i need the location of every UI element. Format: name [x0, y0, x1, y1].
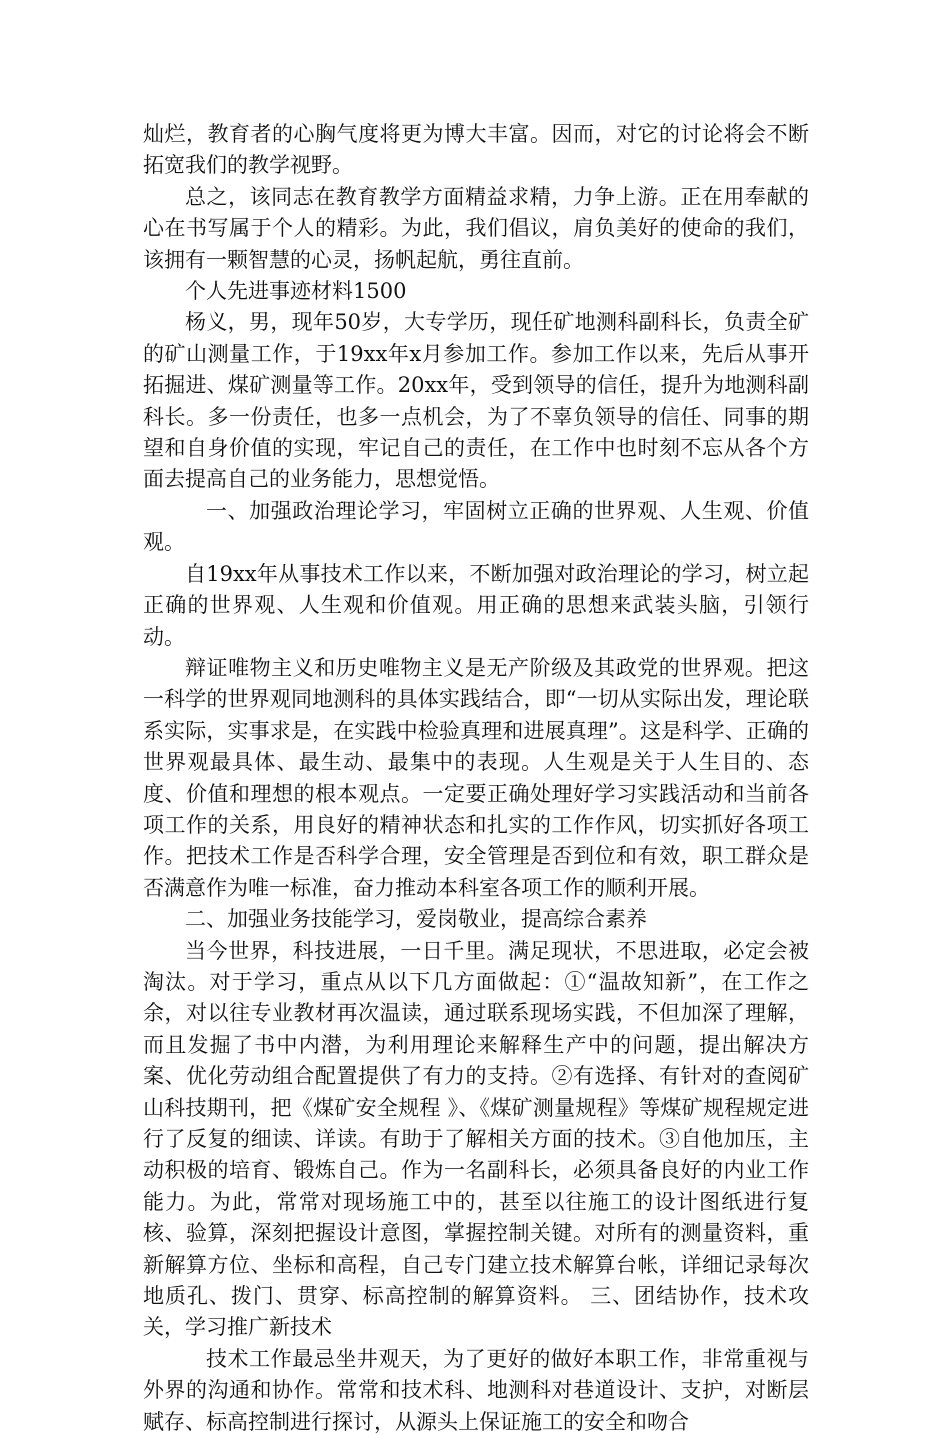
paragraph-skills: 当今世界，科技进展，一日千里。满足现状，不思进取，必定会被淘汰。对于学习，重点从以下几方面做起：①“温故知新”，在工作之余，对以往专业教材再次温读，通过联系现场实践，不但加深了理解，而且发掘了书中内潜，为利用理论来解释生产中的问题，提出解决方案、优化劳动组合配置提供了有力的支持。②有选择、有针对的查阅矿山科技期刊，把《煤矿安全规程 》、《煤矿测量规程》等煤矿规程规定进行了反复的细读、详读。有助于了解相关方面的技术。③自他加压，主动积极的培育、锻炼自己。作为一名副科长，必须具备良好的内业工作能力。为此，常常对现场施工中的，甚至以往施工的设计图纸进行复核、验算，深刻把握设计意图，掌握控制关键。对所有的测量资料，重新解算方位、坐标和高程，自己专门建立技术解算台帐，详细记录每次地质孔、拨门、贯穿、标高控制的解算资料。 三、团结协作，技术攻关，学习推广新技术: [143, 938, 809, 1340]
paragraph-collaboration: 技术工作最忌坐井观天，为了更好的做好本职工作，非常重视与外界的沟通和协作。常常和技术科、地测科对巷道设计、支护，对断层赋存、标高控制进行探讨，从源头上保证施工的安全和吻合: [143, 1346, 809, 1434]
section-title: 个人先进事迹材料1500: [185, 279, 407, 304]
document-page: [143, 119, 809, 1438]
paragraph-intro: 杨义，男，现年50岁，大专学历，现任矿地测科副科长，负责全矿的矿山测量工作，于19xx年x月参加工作。参加工作以来，先后从事开拓掘进、煤矿测量等工作。20xx年，受到领导的信任，提升为地测科副科长。多一份责任，也多一点机会，为了不辜负领导的信任、同事的期望和自身价值的实现，牢记自己的责任，在工作中也时刻不忘从各个方面去提高自己的业务能力，思想觉悟。: [143, 310, 809, 492]
paragraph-worldview: 辩证唯物主义和历史唯物主义是无产阶级及其政党的世界观。把这一科学的世界观同地测科的具体实践结合，即“一切从实际出发，理论联系实际，实事求是，在实践中检验真理和进展真理”。这是科学、正确的世界观最具体、最生动、最集中的表现。人生观是关于人生目的、态度、价值和理想的根本观点。一定要正确处理好学习实践活动和当前各项工作的关系，用良好的精神状态和扎实的工作作风，切实抓好各项工作。把技术工作是否科学合理，安全管理是否到位和有效，职工群众是否满意作为唯一标准，奋力推动本科室各项工作的顺利开展。: [143, 655, 809, 900]
section-heading-2: 二、加强业务技能学习，爱岗敬业，提高综合素养: [185, 907, 647, 932]
paragraph-summary: 总之，该同志在教育教学方面精益求精，力争上游。正在用奉献的心在书写属于个人的精彩。为此，我们倡议，肩负美好的使命的我们，该拥有一颗智慧的心灵，扬帆起航，勇往直前。: [143, 184, 809, 272]
section-heading-1: 一、加强政治理论学习，牢固树立正确的世界观、人生观、价值观。: [143, 498, 809, 555]
paragraph-theory-study: 自19xx年从事技术工作以来，不断加强对政治理论的学习，树立起正确的世界观、人生观和价值观。用正确的思想来武装头脑，引领行动。: [143, 561, 809, 649]
paragraph-continuation: 灿烂，教育者的心胸气度将更为博大丰富。因而，对它的讨论将会不断拓宽我们的教学视野。: [143, 122, 809, 178]
